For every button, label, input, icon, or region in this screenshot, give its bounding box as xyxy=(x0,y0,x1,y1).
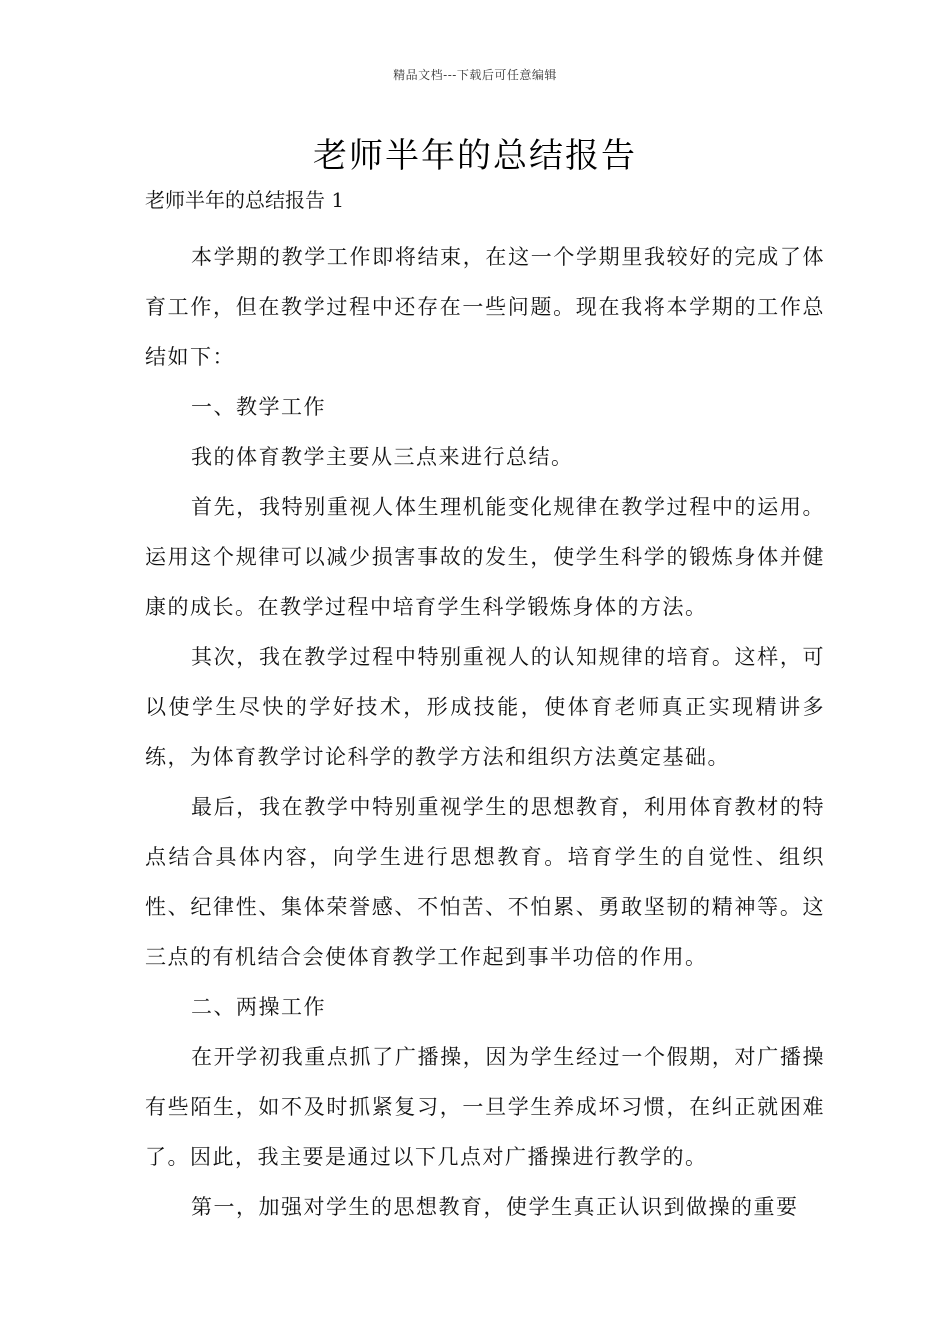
paragraph-intro: 本学期的教学工作即将结束，在这一个学期里我较好的完成了体育工作，但在教学过程中还存在一些问题。现在我将本学期的工作总结如下： xyxy=(145,245,825,369)
document-body xyxy=(145,186,825,1232)
heading-exercise-work: 二、两操工作 xyxy=(191,995,326,1019)
paragraph-summary-points: 我的体育教学主要从三点来进行总结。 xyxy=(191,445,574,469)
paragraph-second-point: 其次，我在教学过程中特别重视人的认知规律的培育。这样，可以使学生尽快的学好技术，形成技能，使体育老师真正实现精讲多练，为体育教学讨论科学的教学方法和组织方法奠定基础。 xyxy=(145,645,825,769)
heading-teaching-work: 一、教学工作 xyxy=(191,395,326,419)
header-note: 精品文档---下载后可任意编辑 xyxy=(393,68,557,82)
paragraph-first-point: 首先，我特别重视人体生理机能变化规律在教学过程中的运用。运用这个规律可以减少损害事故的发生，使学生科学的锻炼身体并健康的成长。在教学过程中培育学生科学锻炼身体的方法。 xyxy=(145,495,825,619)
section-subtitle: 老师半年的总结报告 1 xyxy=(145,188,345,212)
page-title: 老师半年的总结报告 xyxy=(313,136,637,176)
paragraph-first-measure: 第一，加强对学生的思想教育，使学生真正认识到做操的重要 xyxy=(191,1195,799,1219)
paragraph-third-point: 最后，我在教学中特别重视学生的思想教育，利用体育教材的特点结合具体内容，向学生进行思想教育。培育学生的自觉性、组织性、纪律性、集体荣誉感、不怕苦、不怕累、勇敢坚韧的精神等。这三点的有机结合会使体育教学工作起到事半功倍的作用。 xyxy=(145,795,825,969)
paragraph-broadcast-exercise: 在开学初我重点抓了广播操，因为学生经过一个假期，对广播操有些陌生，如不及时抓紧复习，一旦学生养成坏习惯，在纠正就困难了。因此，我主要是通过以下几点对广播操进行教学的。 xyxy=(145,1045,825,1169)
